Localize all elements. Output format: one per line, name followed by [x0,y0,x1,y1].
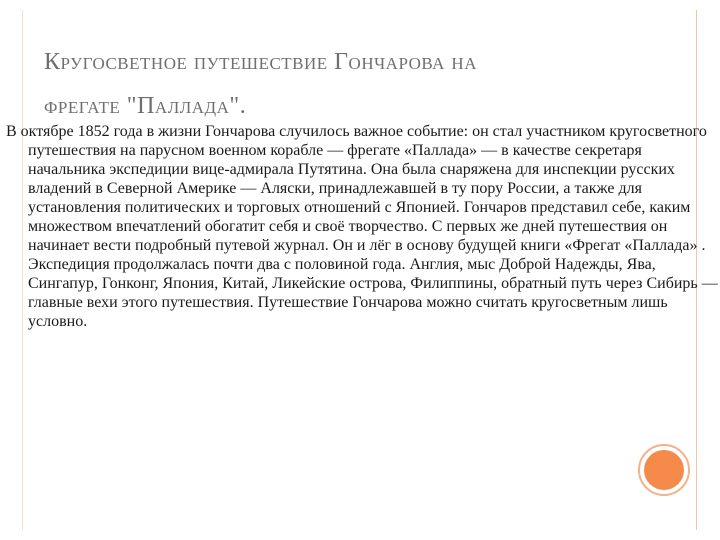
slide-title [44,40,644,128]
slide-title-line-1: Кругосветное путешествие Гончарова на [44,49,477,75]
decorative-circle-dot [644,450,684,490]
slide-body-text: В октябре 1852 года в жизни Гончарова случилось важное событие: он стал участником кругосветного путешествия на парусном военном корабле — фрегате «Паллада» — в качестве секретаря начальника экспедиции вице-адмирала Путятина. Она была снаряжена для инспекции русских владений в Северной Америке — Аляски, принадлежавшей в ту пору России, а также для установления политических и торговых отношений с Японией. Гончаров представил себе, каким множеством впечатлений обогатит себя и своё творчество. С первых же дней путешествия он начинает вести подробный путевой журнал. Он и лёг в основу будущей книги «Фрегат «Паллада» . Экспедиция продолжалась почти два с половиной года. Англия, мыс Доброй Надежды, Ява, Сингапур, Гонконг, Япония, Китай, Ликейские острова, Филиппины, обратный путь через Сибирь — главные вехи этого путешествия. Путешествие Гончарова можно считать кругосветным лишь условно. [6,123,718,330]
slide-title-line-2: фрегате "Паллада". [44,93,247,119]
